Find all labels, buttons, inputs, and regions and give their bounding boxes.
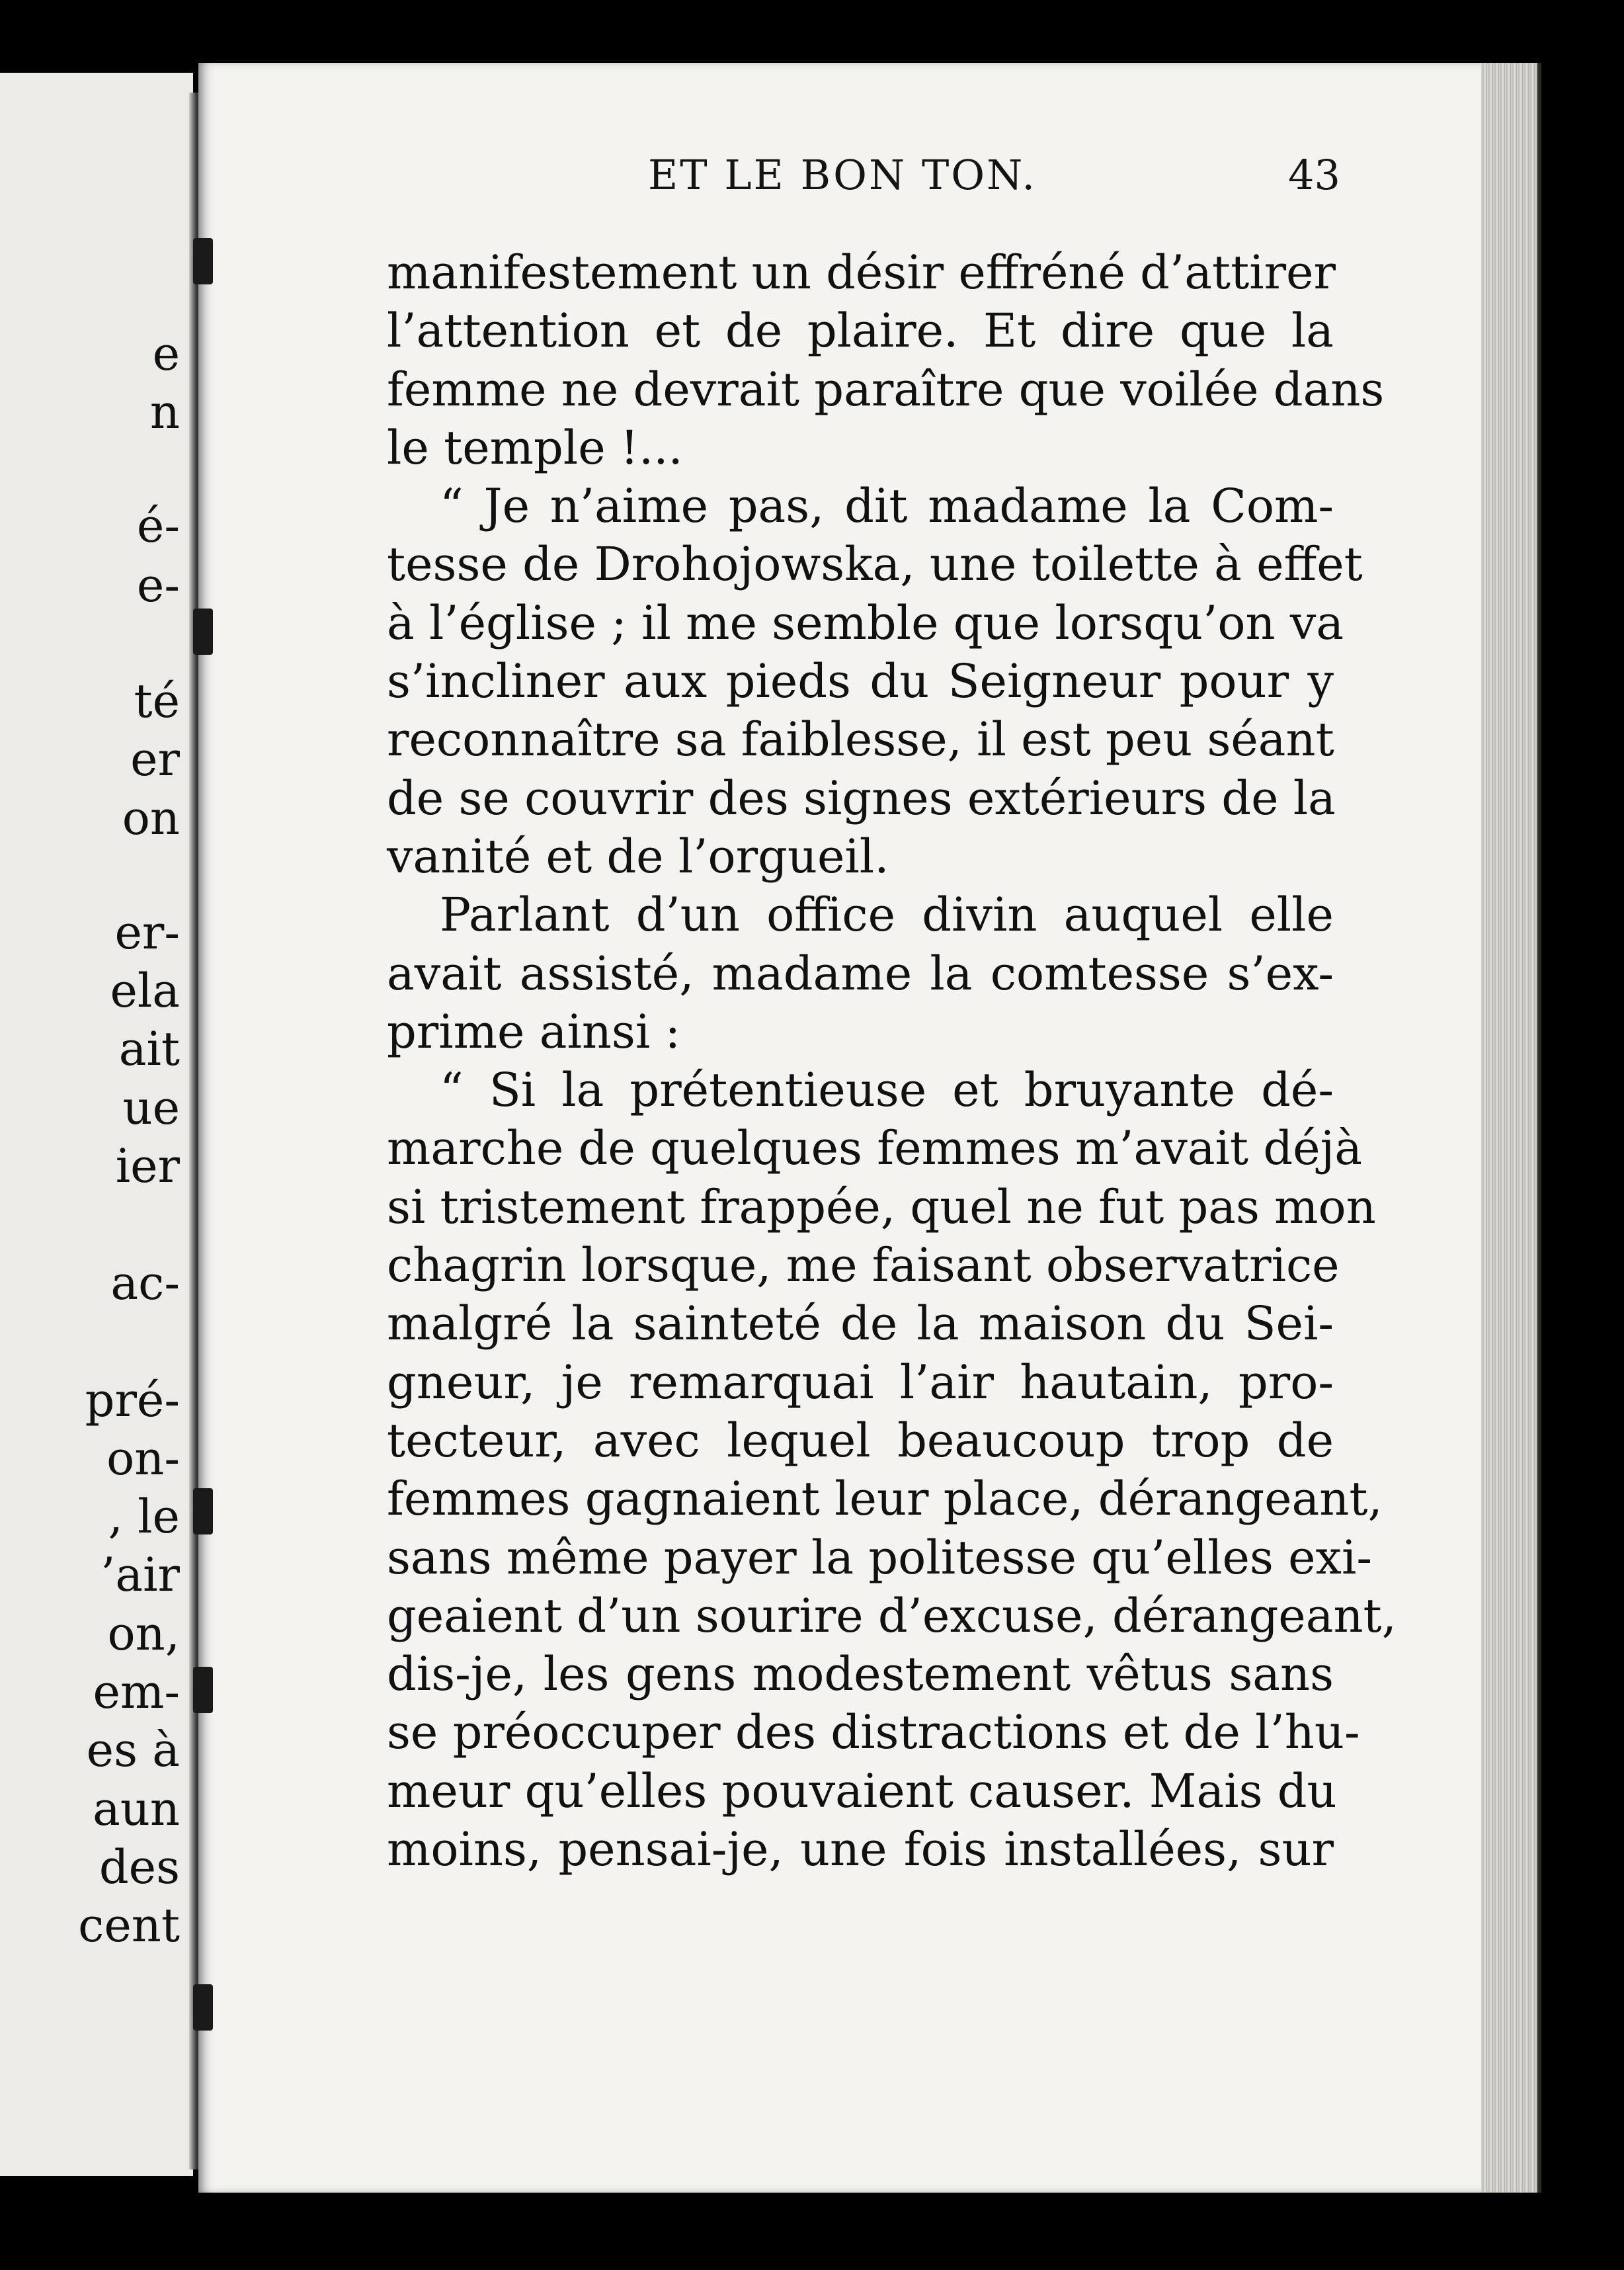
left-fragment: des: [99, 1840, 180, 1894]
left-fragment: e-: [136, 558, 180, 612]
text-line: geaient d’un sourire d’excuse, dérangeant,: [387, 1588, 1397, 1643]
text-line: femmes gagnaient leur place, dérangeant,: [387, 1472, 1383, 1527]
page-edges: [1481, 63, 1541, 2193]
binding-stitch: [193, 1984, 213, 2031]
left-fragment: aun: [93, 1782, 180, 1836]
left-fragment: ait: [118, 1022, 180, 1076]
text-line: “ Je n’aime pas, dit madame la Com-: [440, 479, 1334, 534]
text-line: “ Si la prétentieuse et bruyante dé-: [440, 1063, 1334, 1118]
left-fragment: pré-: [85, 1373, 180, 1427]
text-line: s’incliner aux pieds du Seigneur pour y: [387, 654, 1334, 709]
page-number: 43: [1288, 151, 1340, 199]
left-fragment: ue: [122, 1081, 180, 1135]
left-fragment: on-: [106, 1431, 180, 1486]
body-text: [387, 243, 1397, 1878]
left-fragment: té: [134, 674, 180, 728]
text-line: marche de quelques femmes m’avait déjà: [387, 1121, 1362, 1176]
binding-stitch: [193, 1667, 213, 1713]
text-line: moins, pensai-je, une fois installées, sur: [387, 1822, 1334, 1877]
text-line: reconnaître sa faiblesse, il est peu séant: [387, 712, 1334, 767]
text-line: vanité et de l’orgueil.: [387, 829, 889, 884]
left-page-text: [0, 73, 192, 2176]
running-header: ET LE BON TON.: [648, 151, 1037, 199]
left-fragment: e: [152, 327, 180, 381]
text-line: prime ainsi :: [387, 1004, 681, 1059]
left-fragment: er-: [114, 905, 180, 960]
text-line: manifestement un désir effréné d’attirer: [387, 245, 1336, 300]
text-line: chagrin lorsque, me faisant observatrice: [387, 1238, 1340, 1293]
left-fragment: es à: [86, 1723, 180, 1777]
left-fragment: n: [149, 385, 180, 439]
left-fragment: é-: [136, 499, 180, 553]
left-fragment: ac-: [110, 1256, 180, 1310]
left-fragment: er: [130, 732, 180, 786]
text-line: se préoccuper des distractions et de l’hu-: [387, 1705, 1360, 1760]
left-fragment: ’air: [101, 1548, 180, 1602]
text-line: gneur, je remarquai l’air hautain, pro-: [387, 1355, 1334, 1409]
text-line: femme ne devrait paraître que voilée dans: [387, 362, 1385, 417]
binding-stitch: [193, 609, 213, 655]
text-line: meur qu’elles pouvaient causer. Mais du: [387, 1763, 1337, 1818]
text-line: l’attention et de plaire. Et dire que la: [387, 304, 1334, 358]
left-fragment: cent: [78, 1898, 180, 1953]
text-line: tecteur, avec lequel beaucoup trop de: [387, 1413, 1334, 1468]
text-line: de se couvrir des signes extérieurs de la: [387, 771, 1336, 825]
text-line: Parlant d’un office divin auquel elle: [440, 888, 1334, 943]
text-line: tesse de Drohojowska, une toilette à effet: [387, 537, 1363, 592]
left-fragment: on,: [107, 1607, 180, 1661]
left-fragment: ela: [110, 964, 180, 1018]
left-fragment: em-: [93, 1665, 180, 1719]
text-line: si tristement frappée, quel ne fut pas mon: [387, 1179, 1376, 1234]
text-line: malgré la sainteté de la maison du Sei-: [387, 1296, 1334, 1351]
text-line: à l’église ; il me semble que lorsqu’on va: [387, 595, 1344, 650]
left-fragment: ier: [115, 1139, 180, 1193]
left-fragment: , le: [108, 1490, 180, 1544]
text-line: avait assisté, madame la comtesse s’ex-: [387, 946, 1334, 1001]
text-line: dis-je, les gens modestement vêtus sans: [387, 1647, 1334, 1702]
left-facing-page: [0, 73, 193, 2176]
binding-stitch: [193, 238, 213, 284]
left-fragment: on: [122, 791, 180, 845]
text-line: le temple !...: [387, 420, 683, 475]
text-line: sans même payer la politesse qu’elles exi-: [387, 1530, 1373, 1585]
binding-stitch: [193, 1488, 213, 1534]
